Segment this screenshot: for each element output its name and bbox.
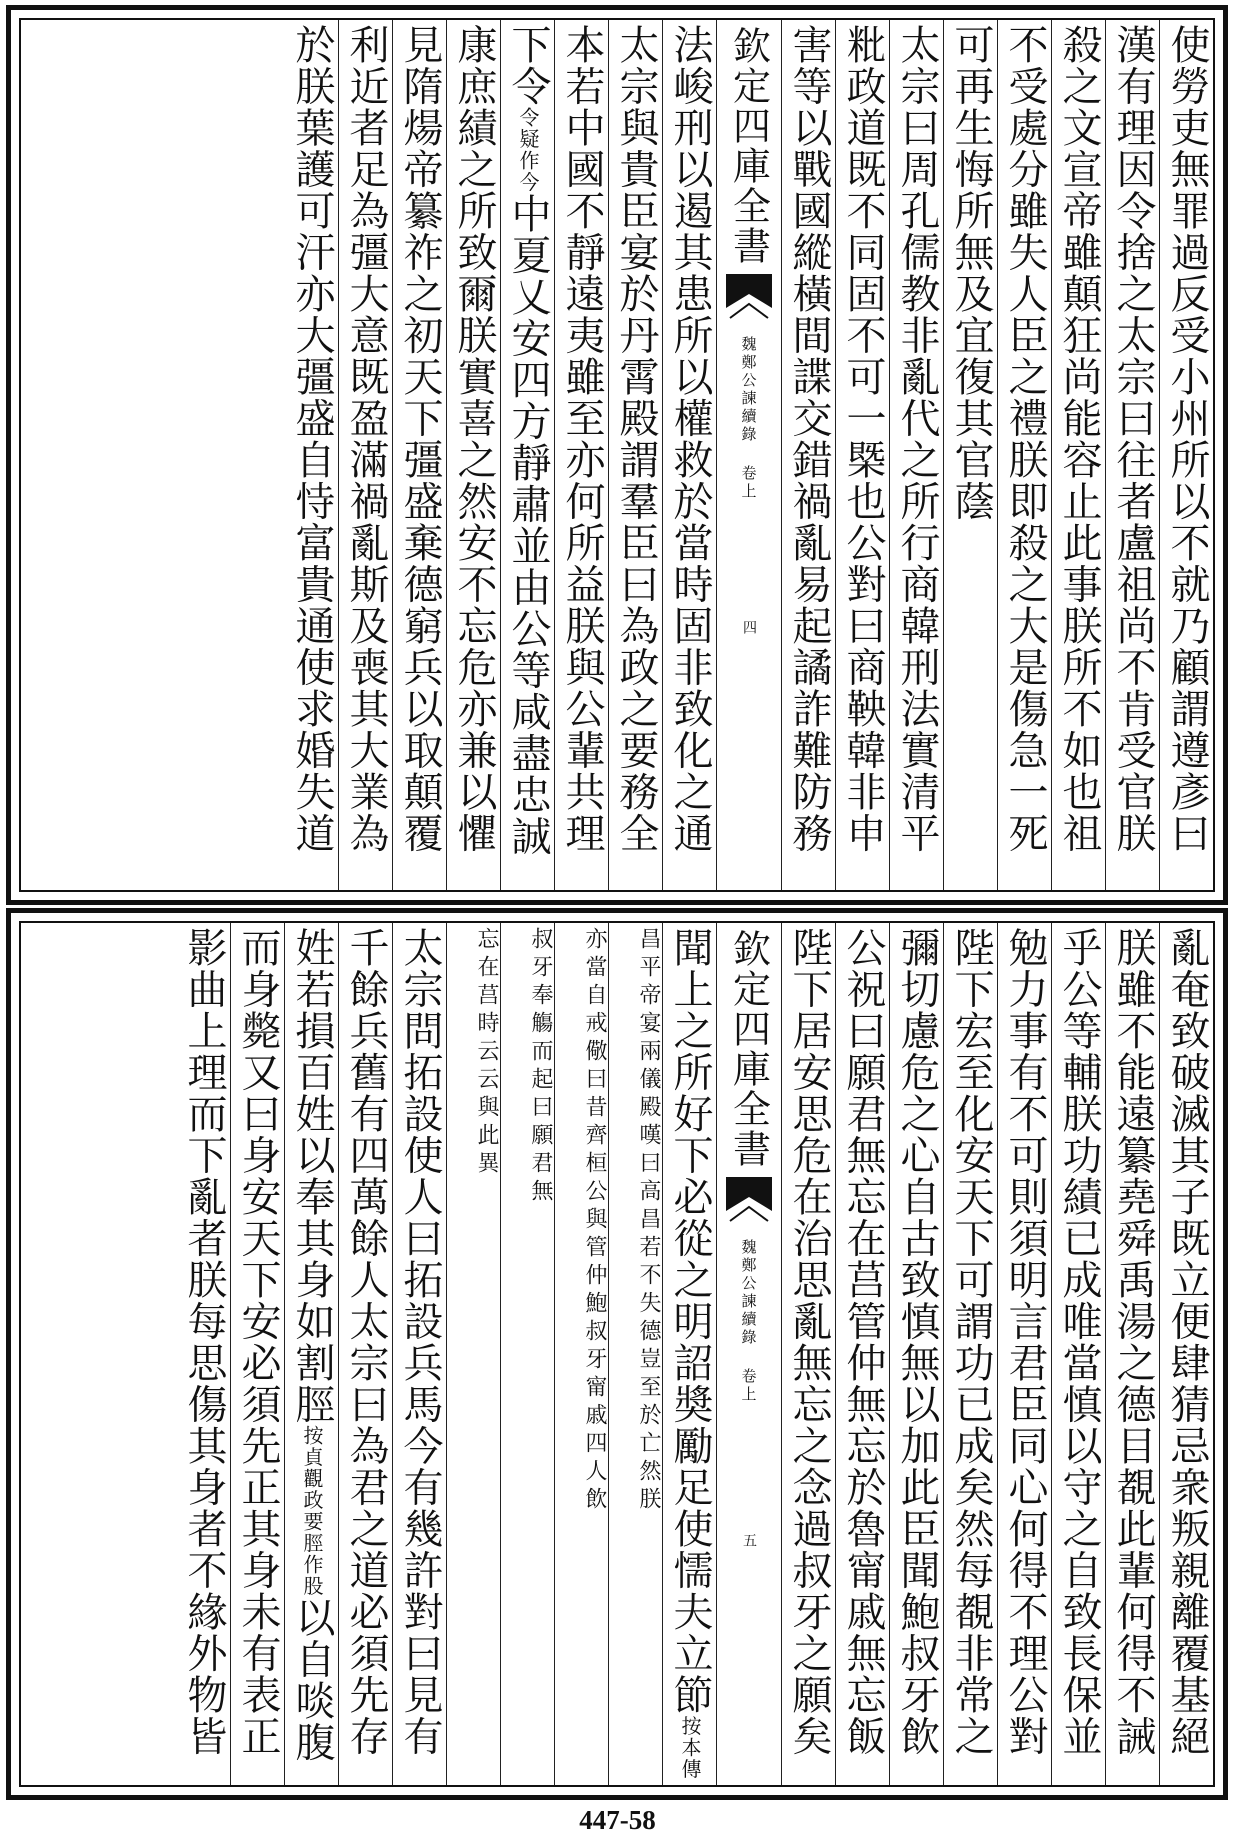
bottom-page-text-frame — [19, 921, 1215, 1787]
inline-annotation: 按本傳 — [678, 1715, 702, 1780]
text-column: 漢有理因令捨之太宗曰往者盧祖尚不肯受官朕 — [1105, 20, 1159, 890]
annotation-column: 昌平帝宴兩儀殿嘆曰高昌若不失德豈至於亡然朕 — [608, 923, 662, 1785]
text-column: 下令令疑作今中夏乂安四方靜肅並由公等咸盡忠誠 — [500, 20, 554, 890]
text-column: 不受處分雖失人臣之禮朕即殺之大是傷急一死 — [997, 20, 1051, 890]
fishtail-ornament-icon — [726, 1177, 772, 1225]
top-page-text-frame — [19, 18, 1215, 892]
text-column: 太宗問拓設使人曰拓設兵馬今有幾許對曰見有 — [392, 923, 446, 1785]
banxin-center-column — [716, 923, 781, 1785]
fishtail-ornament-icon — [726, 274, 772, 322]
banxin-book-title: 魏鄭公諫續錄 卷上 — [739, 1239, 758, 1404]
inline-annotation: 令疑作今 — [516, 107, 540, 193]
text-column: 利近者足為彊大意既盈滿禍亂斯及喪其大業為 — [338, 20, 392, 890]
text-column: 本若中國不靜遠夷雖至亦何所益朕與公輩共理 — [554, 20, 608, 890]
text-column: 使勞吏無罪過反受小州所以不就乃顧謂遵彥曰 — [1159, 20, 1213, 890]
inline-annotation: 按貞觀政要脛作股 — [300, 1425, 324, 1597]
text-column: 而身斃又曰身安天下安必須先正其身未有表正 — [230, 923, 284, 1785]
text-column: 影曲上理而下亂者朕每思傷其身者不緣外物皆 — [181, 927, 227, 1757]
text-column: 勉力事有不可則須明言君臣同心何得不理公對 — [997, 923, 1051, 1785]
text-column: 千餘兵舊有四萬餘人太宗曰為君之道必須先存 — [338, 923, 392, 1785]
text-column: 太宗曰周孔儒教非亂代之所行商韓刑法實清平 — [889, 20, 943, 890]
text-column: 見隋煬帝纂祚之初天下彊盛棄德窮兵以取顛覆 — [392, 20, 446, 890]
text-column: 公祝曰願君無忘在莒管仲無忘於魯甯戚無忘飯 — [835, 923, 889, 1785]
top-page — [6, 5, 1228, 905]
annotation-column: 忘在莒時云云與此異 — [446, 923, 500, 1785]
text-column: 太宗與貴臣宴於丹霄殿謂羣臣曰為政之要務全 — [608, 20, 662, 890]
annotation-column: 亦當自戒儆曰昔齊桓公與管仲鮑叔牙甯戚四人飲 — [554, 923, 608, 1785]
banxin-book-title: 魏鄭公諫續錄 卷上 — [739, 336, 758, 501]
text-column: 粃政道既不同固不可一槩也公對曰商鞅韓非申 — [835, 20, 889, 890]
text-column: 法峻刑以遏其患所以權救於當時固非致化之通 — [662, 20, 716, 890]
banxin-title: 欽定四庫全書 — [726, 929, 771, 1169]
text-column: 害等以戰國縱橫間諜交錯禍亂易起譎詐難防務 — [781, 20, 835, 890]
banxin-title: 欽定四庫全書 — [726, 26, 771, 266]
text-column: 朕雖不能遠纂堯舜禹湯之德目覩此輩何得不誡 — [1105, 923, 1159, 1785]
banxin-center-column — [716, 20, 781, 890]
text-column: 亂奄致破滅其子既立便肆猜忌衆叛親離覆基絕 — [1159, 923, 1213, 1785]
text-column: 康庶績之所致爾朕實喜之然安不忘危亦兼以懼 — [446, 20, 500, 890]
text-column: 於朕葉護可汗亦大彊盛自恃富貴通使求婚失道 — [289, 24, 335, 854]
bottom-page — [6, 908, 1228, 1800]
page-footer-number: 447-58 — [579, 1805, 656, 1835]
text-column: 陛下宏至化安天下可謂功已成矣然每覩非常之 — [943, 923, 997, 1785]
banxin-page-number: 五 — [741, 1533, 757, 1547]
text-column: 乎公等輔朕功績已成唯當慎以守之自致長保並 — [1051, 923, 1105, 1785]
annotation-column: 叔牙奉觴而起曰願君無 — [500, 923, 554, 1785]
text-column: 可再生悔所無及宜復其官蔭 — [943, 20, 997, 890]
text-column: 殺之文宣帝雖顛狂尚能容止此事朕所不如也祖 — [1051, 20, 1105, 890]
text-column: 聞上之所好下必從之明詔奬勵足使懦夫立節按本傳 — [662, 923, 716, 1785]
banxin-page-number: 四 — [741, 620, 757, 634]
text-column: 陛下居安思危在治思亂無忘之念過叔牙之願矣 — [781, 923, 835, 1785]
text-column: 彌切慮危之心自古致慎無以加此臣聞鮑叔牙飲 — [889, 923, 943, 1785]
text-column: 姓若損百姓以奉其身如割脛按貞觀政要脛作股以自啖腹 — [284, 923, 338, 1785]
